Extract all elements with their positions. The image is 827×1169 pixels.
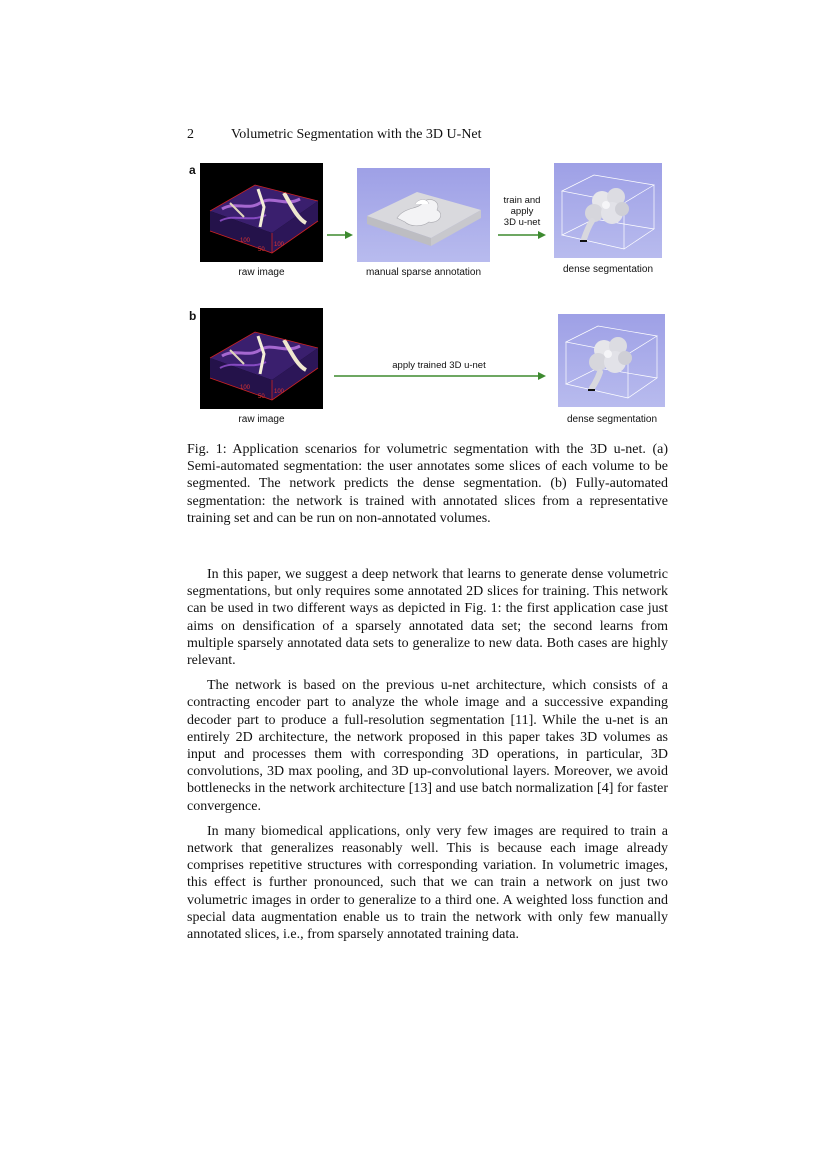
figure-caption: Fig. 1: Application scenarios for volumetric segmentation with the 3D u-net. (a) Semi-automated segmentation: the user annotates some slices of each volume to be segmented. The network predicts the dense segmentation. (b) Fully-automated segmentation: the network is trained with annotated slices from a representative training set and can be run on non-annotated volumes. xyxy=(187,442,668,526)
axis-mark-1: 100 xyxy=(240,238,251,244)
arrow-a-2-text-line-3: 3D u-net xyxy=(503,217,541,228)
arrow-a-2 xyxy=(498,228,546,242)
sparse-annotation-image xyxy=(357,168,490,262)
arrow-b xyxy=(334,369,546,383)
paragraph-3: In many biomedical applications, only very few images are required to train a network that generalizes reasonably well. This is because each image already comprises repetitive structures with corresponding variation. In volumetric images, this effect is further pronounced, such that we can train a network on just two volumetric images in order to generalize to a third one. A weighted loss function and special data augmentation enable us to train the network with only few manually annotated slices, i.e., from sparsely annotated training data. xyxy=(187,823,668,943)
arrow-a-2-text xyxy=(494,195,550,228)
raw-image-label-b: raw image xyxy=(238,414,285,425)
panel-a-letter: a xyxy=(189,163,196,177)
raw-image-a xyxy=(200,163,323,262)
page-number: 2 xyxy=(187,127,194,142)
arrow-b-text: apply trained 3D u-net xyxy=(392,360,486,371)
raw-volume-render-a xyxy=(200,163,323,262)
running-title: Volumetric Segmentation with the 3D U-Net xyxy=(231,127,482,142)
dense-segmentation-image-b xyxy=(558,314,665,407)
dense-segmentation-label-b: dense segmentation xyxy=(566,414,658,425)
paragraph-2: The network is based on the previous u-net architecture, which consists of a contracting encoder part to analyze the whole image and a successive expanding decoder part to produce a full-resolution segmentation [11]. While the u-net is an entirely 2D architecture, the network proposed in this paper takes 3D volumes as input and processes them with corresponding 3D operations, in particular, 3D convolutions, 3D max pooling, and 3D up-convolutional layers. Moreover, we avoid bottlenecks in the network architecture [13] and use batch normalization [4] for faster convergence. xyxy=(187,678,668,814)
raw-image-b xyxy=(200,308,323,409)
axis-mark-3: 50 xyxy=(258,247,265,253)
raw-image-label-a: raw image xyxy=(238,267,285,278)
axis-mark-b-3: 50 xyxy=(258,394,265,400)
dense-segmentation-image-a xyxy=(554,163,662,258)
dense-segmentation-render-b xyxy=(558,314,665,407)
axis-mark-2: 100 xyxy=(274,242,285,248)
dense-segmentation-render-a xyxy=(554,163,662,258)
arrow-a-2-text-line-2: apply xyxy=(510,206,534,217)
sparse-annotation-label: manual sparse annotation xyxy=(365,267,482,278)
paragraph-1: In this paper, we suggest a deep network that learns to generate dense volumetric segmentations, but only requires some annotated 2D slices for training. This network can be used in two different ways as depicted in Fig. 1: the first application case just aims on densification of a sparsely annotated data set; the second learns from multiple sparsely annotated data sets to generalize to new data. Both cases are highly relevant. xyxy=(187,567,668,669)
dense-segmentation-label-a: dense segmentation xyxy=(562,264,654,275)
axis-mark-b-1: 100 xyxy=(240,385,251,391)
raw-volume-render-b xyxy=(200,308,323,409)
running-header xyxy=(187,127,482,143)
arrow-a-1 xyxy=(327,228,353,242)
panel-b-letter: b xyxy=(189,309,197,323)
arrow-a-2-text-line-1: train and xyxy=(503,195,541,206)
annotation-slab-render xyxy=(357,168,490,262)
axis-mark-b-2: 100 xyxy=(274,389,285,395)
body-text xyxy=(187,566,668,951)
